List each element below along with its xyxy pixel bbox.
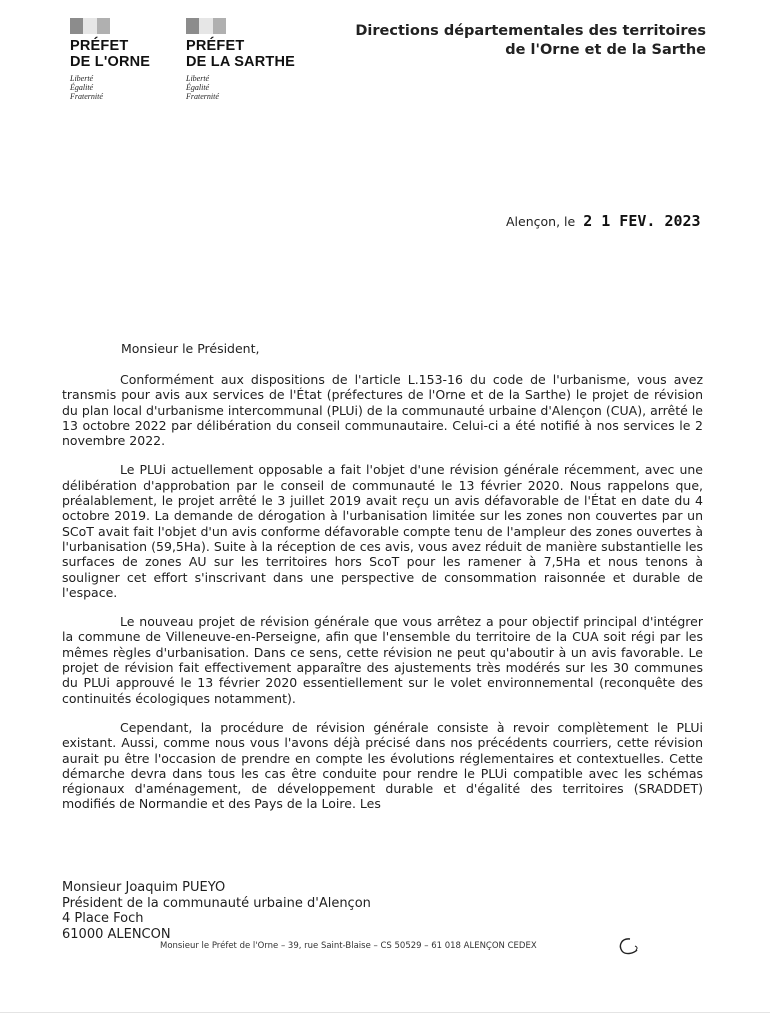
service-heading (355, 22, 706, 60)
date-place: Alençon, le (506, 214, 576, 229)
letter-date (506, 212, 701, 230)
prefet-sarthe-logo (186, 18, 295, 101)
service-heading-line2: de l'Orne et de la Sarthe (505, 42, 706, 58)
handwritten-mark-icon (616, 936, 642, 956)
letter-body (62, 372, 703, 826)
service-heading-line1: Directions départementales des territoires (355, 23, 706, 39)
recipient-city: 61000 ALENCON (62, 926, 171, 942)
logo-orne-line1: PRÉFET (70, 38, 129, 54)
recipient-title: Président de la communauté urbaine d'Alençon (62, 895, 371, 911)
motto-fraternite: Fraternité (186, 92, 219, 101)
marianne-flag-icon (70, 18, 110, 34)
motto-fraternite: Fraternité (70, 92, 103, 101)
paragraph-3: Le nouveau projet de révision générale que vous arrêtez a pour objectif principal d'intégrer la commune de Villeneuve-en-Perseigne, afin que l'ensemble du territoire de la CUA soit régi par les mêmes règles d'urbanisation. Dans ce sens, cette révision ne peut qu'aboutir à un avis favorable. Le projet de révision fait effectivement apparaître des ajustements très modérés sur les 30 communes du PLUi approuvé le 13 février 2020 essentiellement sur le volet environnemental (reconquête des continuités écologiques notamment). (62, 614, 703, 706)
motto-egalite: Égalité (186, 83, 210, 92)
recipient-name: Monsieur Joaquim PUEYO (62, 880, 226, 895)
marianne-flag-icon (186, 18, 226, 34)
prefet-orne-logo (70, 18, 150, 101)
paragraph-1: Conformément aux dispositions de l'article L.153-16 du code de l'urbanisme, vous avez transmis pour avis aux services de l'État (préfectures de l'Orne et de la Sarthe) le projet de révision du plan local d'urbanisme intercommunal (PLUi) de la communauté urbaine d'Alençon (CUA), arrêté le 13 octobre 2022 par délibération du conseil communautaire. Celui-ci a été notifié à nos services le 2 novembre 2022. (62, 372, 703, 449)
salutation: Monsieur le Président, (121, 341, 260, 356)
motto-egalite: Égalité (70, 83, 94, 92)
logo-orne-motto (70, 74, 150, 101)
footer-address: Monsieur le Préfet de l'Orne – 39, rue Saint-Blaise – CS 50529 – 61 018 ALENÇON CEDEX (160, 941, 537, 951)
paragraph-2: Le PLUi actuellement opposable a fait l'objet d'une révision générale récemment, avec une délibération d'approbation par le conseil de communauté le 13 février 2020. Nous rappelons que, préalablement, le projet arrêté le 3 juillet 2019 avait reçu un avis défavorable de l'État en date du 4 octobre 2019. La demande de dérogation à l'urbanisation limitée sur les zones non couvertes par un SCoT avait fait l'objet d'un avis conforme défavorable compte tenu de l'ampleur des zones ouvertes à l'urbanisation (59,5Ha). Suite à la réception de ces avis, vous avez réduit de manière substantielle les surfaces de zones AU sur les territoires hors ScoT pour les ramener à 7,5Ha et nous tenons à souligner cet effort s'inscrivant dans une perspective de consommation raisonnée et durable de l'espace. (62, 462, 703, 600)
logo-orne-line2: DE L'ORNE (70, 54, 151, 70)
logo-sarthe-line2: DE LA SARTHE (186, 54, 296, 70)
page-edge-divider (0, 1012, 770, 1013)
logo-sarthe-motto (186, 74, 295, 101)
motto-liberte: Liberté (186, 74, 210, 83)
paragraph-4: Cependant, la procédure de révision générale consiste à revoir complètement le PLUi existant. Aussi, comme nous vous l'avons déjà précisé dans nos précédents courriers, cette révision aurait pu être l'occasion de prendre en compte les évolutions réglementaires et contextuelles. Cette démarche devra dans tous les cas être conduite pour rendre le PLUi compatible avec les schémas régionaux d'aménagement, de développement durable et d'égalité des territoires (SRADDET) modifiés de Normandie et des Pays de la Loire. Les (62, 719, 703, 812)
recipient-street: 4 Place Foch (62, 911, 144, 926)
date-stamp: 2 1 FEV. 2023 (583, 212, 701, 230)
recipient-address (62, 880, 371, 942)
logo-sarthe-line1: PRÉFET (186, 38, 245, 54)
motto-liberte: Liberté (70, 74, 94, 83)
